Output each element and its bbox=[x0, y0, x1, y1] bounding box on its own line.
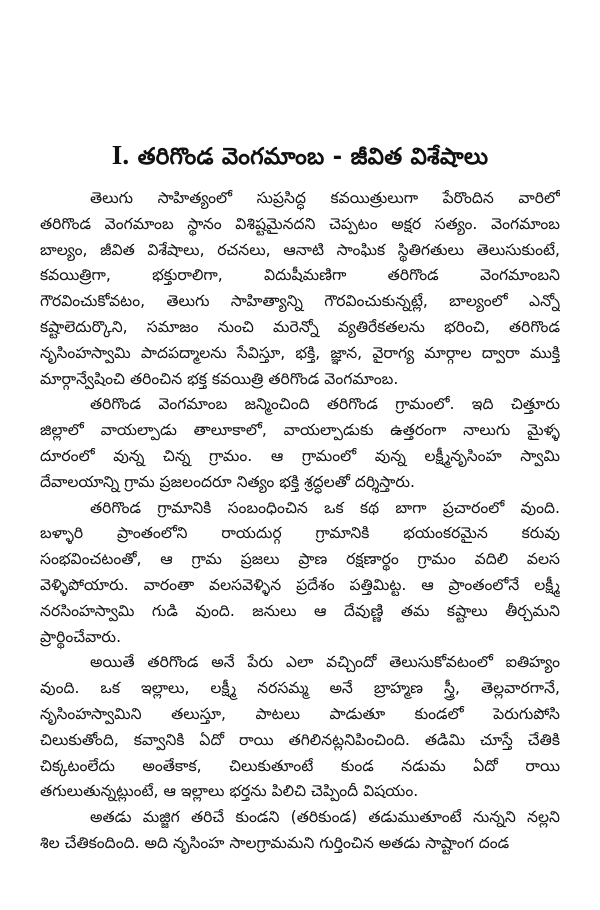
text-line: వుంది. ఒక ఇల్లాలు, లక్ష్మీ నరసమ్మ అనే బ్రాహ్మణ స్త్రీ, తెల్లవారగానే, bbox=[40, 679, 560, 698]
chapter-number: I. bbox=[111, 140, 130, 170]
text-line: తరిగొండ వెంగమాంబ జన్మించింది తరిగొండ గ్రామంలో. ఇది చిత్తూరు bbox=[90, 395, 560, 414]
text-line: గౌరవించుకోవటం, తెలుగు సాహిత్యాన్ని గౌరవించుకున్నట్లే, బాల్యంలో ఎన్నో bbox=[40, 292, 560, 311]
text-line: బాల్యం, జీవిత విశేషాలు, రచనలు, ఆనాటి సాంఘిక స్థితిగతులు తెలుసుకుంటే, bbox=[40, 240, 560, 259]
text-line: అయితే తరిగొండ అనే పేరు ఎలా వచ్చిందో తెలుసుకోవటంలో ఐతిహ్యం bbox=[90, 653, 560, 672]
text-line: తరిగొండ వెంగమాంబ స్థానం విశిష్టమైనదని చెప్పటం అక్షర సత్యం. వెంగమాంబ bbox=[40, 214, 560, 233]
text-line: తగులుతున్నట్లుంటే, ఆ ఇల్లాలు భర్తను పిలిచి చెప్పిందీ విషయం. bbox=[40, 782, 419, 801]
chapter-title bbox=[40, 140, 560, 172]
text-line: మార్గాన్వేషించి తరించిన భక్త కవయిత్రి తరిగొండ వెంగమాంబ. bbox=[40, 369, 399, 388]
text-line: వెళ్ళిపోయారు. వారంతా వలసవెళ్ళిన ప్రదేశం పత్తిమిట్ట. ఆ ప్రాంతంలోనే లక్ష్మీ bbox=[40, 575, 560, 594]
text-line: సంభవించటంతో, ఆ గ్రామ ప్రజలు ప్రాణ రక్షణార్థం గ్రామం వదిలి వలస bbox=[40, 550, 560, 569]
text-line: నృసింహస్వామి పాదపద్మాలను సేవిస్తూ, భక్తి, జ్ఞాన, వైరాగ్య మార్గాల ద్వారా ముక్తి bbox=[40, 343, 560, 362]
text-line: తెలుగు సాహిత్యంలో సుప్రసిద్ధ కవయిత్రులుగా పేరొందిన వారిలో bbox=[90, 189, 560, 207]
text-line: జిల్లాలో వాయల్పాడు తాలూకాలో, వాయల్పాడుకు ఉత్తరంగా నాలుగు మైళ్ళ bbox=[40, 421, 560, 440]
text-line: కవయిత్రిగా, భక్తురాలిగా, విదుషీమణిగా తరిగొండ వెంగమాంబని bbox=[40, 266, 560, 285]
text-line: దేవాలయాన్ని గ్రామ ప్రజలందరూ నిత్యం భక్తి శ్రద్ధలతో దర్శిస్తారు. bbox=[40, 472, 415, 491]
text-line: తరిగొండ గ్రామానికి సంబంధించిన ఒక కథ బాగా ప్రచారంలో వుంది. bbox=[90, 498, 560, 517]
body-text bbox=[40, 186, 560, 857]
chapter-heading-text: తరిగొండ వెంగమాంబ - జీవిత విశేషాలు bbox=[137, 144, 489, 170]
paragraph bbox=[40, 186, 560, 392]
text-line: చిక్కటంలేదు అంతేకాక, చిలుకుతూంటే కుండ నడుమ ఏదో రాయి bbox=[40, 756, 560, 775]
text-line: చిలుకుతోంది, కవ్వానికి ఏదో రాయి తగిలినట్లనిపించింది. తడిమి చూస్తే చేతికి bbox=[40, 730, 560, 749]
text-line: కష్టాలెదుర్కొని, సమాజం నుంచి మరెన్నో వ్యతిరేకతలను భరించి, తరిగొండ bbox=[40, 317, 560, 336]
paragraph bbox=[40, 650, 560, 805]
paragraph bbox=[40, 496, 560, 651]
text-line: బళ్ళారి ప్రాంతంలోని రాయదుర్గ గ్రామానికి భయంకరమైన కరువు bbox=[40, 524, 560, 543]
text-line: నరసింహస్వామి గుడి వుంది. జనులు ఆ దేవుణ్ణి తమ కష్టాలు తీర్చమని bbox=[40, 601, 560, 620]
paragraph bbox=[40, 805, 560, 857]
paragraph bbox=[40, 392, 560, 495]
text-line: దూరంలో వున్న చిన్న గ్రామం. ఆ గ్రామంలో వున్న లక్ష్మీనృసింహ స్వామి bbox=[40, 446, 560, 465]
text-line: శిల చేతికందింది. అది నృసింహ సాలగ్రామమని గుర్తించిన అతడు సాష్టాంగ దండ bbox=[40, 833, 510, 852]
text-line: ప్రార్థించేవారు. bbox=[40, 627, 122, 646]
text-line: అతడు మజ్జిగ తరిచే కుండని (తరికుండ) తడుముతూంటే నున్నని నల్లని bbox=[90, 808, 560, 827]
text-line: నృసింహస్వామిని తలుస్తూ, పాటలు పాడుతూ కుండలో పెరుగుపోసి bbox=[40, 704, 560, 723]
